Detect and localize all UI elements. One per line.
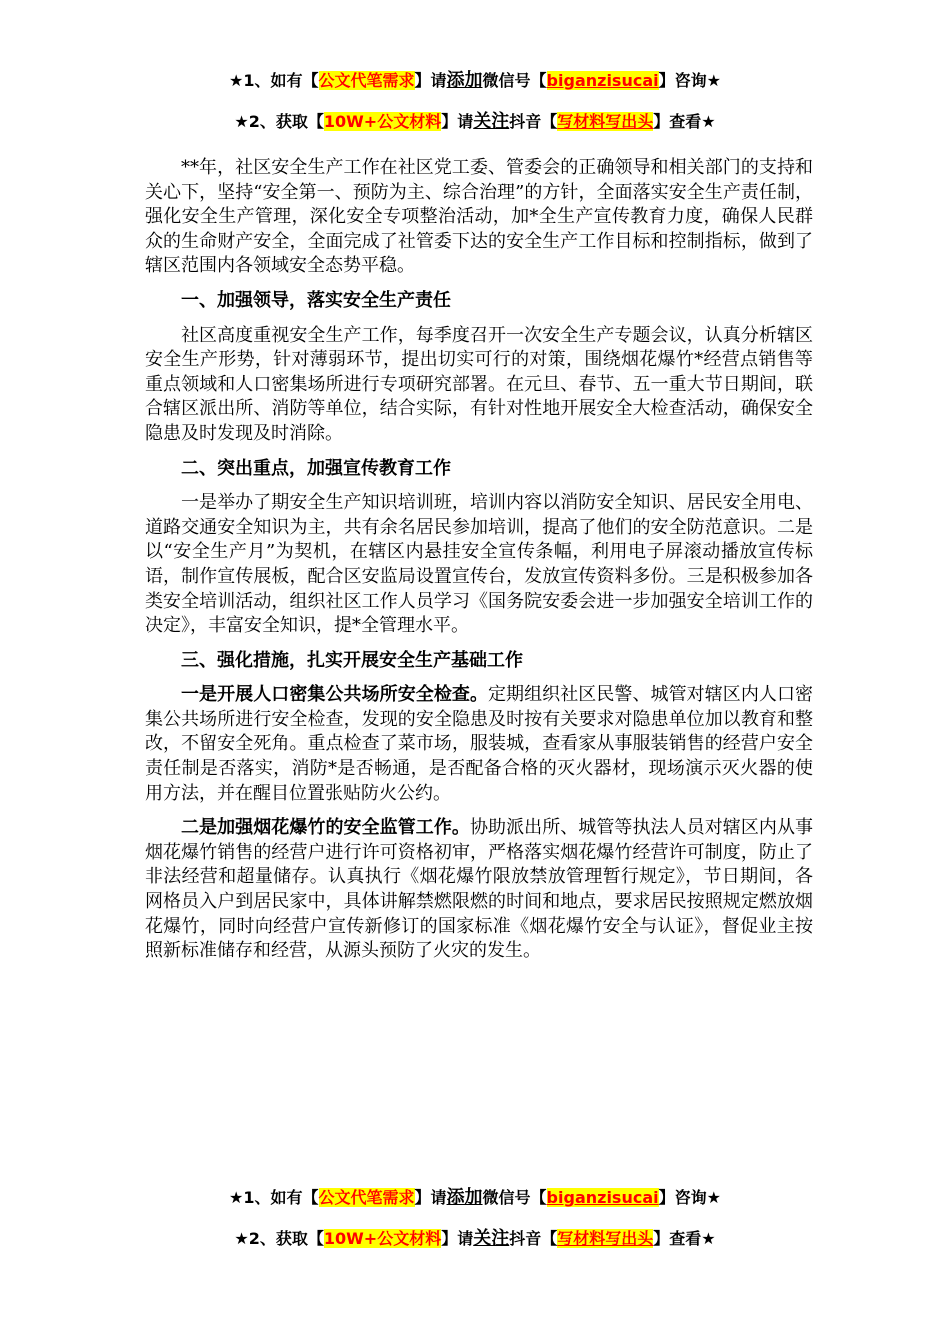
douyin-account-link[interactable]: 写材料写出头 — [557, 112, 654, 131]
promo-highlight: 10W+公文材料 — [323, 112, 442, 131]
item-2-lead: 二是加强烟花爆竹的安全监管工作。 — [181, 817, 470, 839]
promo-text: 抖音【 — [509, 112, 558, 131]
promo-emphasis: 添加 — [446, 1187, 483, 1208]
promo-text: ★1、如有【 — [229, 71, 319, 90]
promo-text: 微信号【 — [482, 1188, 547, 1207]
promo-emphasis: 关注 — [473, 1228, 510, 1249]
promo-text: 】查看★ — [653, 112, 716, 131]
promo-text: 】咨询★ — [658, 71, 721, 90]
promo-highlight: 10W+公文材料 — [323, 1229, 442, 1248]
promo-text: 微信号【 — [482, 71, 547, 90]
promo-text: ★1、如有【 — [229, 1188, 319, 1207]
promo-emphasis: 关注 — [473, 111, 510, 132]
promo-text: 】请 — [441, 1229, 474, 1248]
section-heading-1: 一、加强领导，落实安全生产责任 — [181, 289, 451, 311]
douyin-account-link[interactable]: 写材料写出头 — [557, 1229, 654, 1248]
promo-line-1-top — [0, 70, 950, 92]
item-2-text: 协助派出所、城管等执法人员对辖区内从事烟花爆竹销售的经营户进行许可资格初审，严格落实烟花爆竹经营许可制度，防止了非法经营和超量储存。认真执行《烟花爆竹限放禁放管理暂行规定》，节日期间，各网格员入户到居民家中，具体讲解禁燃限燃的时间和地点，要求居民按照规定燃放烟花爆竹，同时向经营户宣传新修订的国家标准《烟花爆竹安全与认证》，督促业主按照新标准储存和经营，从源头预防了火灾的发生。 — [145, 817, 814, 962]
wechat-id-link[interactable]: biganzisucai — [546, 71, 659, 90]
promo-highlight: 公文代笔需求 — [318, 1188, 415, 1207]
promo-highlight: 公文代笔需求 — [318, 71, 415, 90]
section-heading-2: 二、突出重点，加强宣传教育工作 — [181, 457, 451, 479]
section-2-paragraph: 一是举办了期安全生产知识培训班，培训内容以消防安全知识、居民安全用电、道路交通安全知识为主，共有余名居民参加培训，提高了他们的安全防范意识。二是以“安全生产月”为契机，在辖区内悬挂安全宣传条幅，利用电子屏滚动播放宣传标语，制作宣传展板，配合区安监局设置宣传台，发放宣传资料多份。三是积极参加各类安全培训活动，组织社区工作人员学习《国务院安委会进一步加强安全培训工作的决定》，丰富安全知识，提*全管理水平。 — [145, 492, 813, 637]
section-heading-3: 三、强化措施，扎实开展安全生产基础工作 — [181, 649, 523, 671]
promo-emphasis: 添加 — [446, 70, 483, 91]
section-1-paragraph: 社区高度重视安全生产工作，每季度召开一次安全生产专题会议，认真分析辖区安全生产形势，针对薄弱环节，提出切实可行的对策，围绕烟花爆竹*经营点销售等重点领域和人口密集场所进行专项研究部署。在元旦、春节、五一重大节日期间，联合辖区派出所、消防等单位，结合实际，有针对性地开展安全大检查活动，确保安全隐患及时发现及时消除。 — [145, 324, 813, 444]
intro-paragraph: **年，社区安全生产工作在社区党工委、管委会的正确领导和相关部门的支持和关心下，坚持“安全第一、预防为主、综合治理”的方针，全面落实安全生产责任制，强化安全生产管理，深化安全专项整治活动，加*全生产宣传教育力度，确保人民群众的生命财产安全，全面完成了社管委下达的安全生产工作目标和控制指标，做到了辖区范围内各领域安全态势平稳。 — [145, 157, 813, 277]
section-3-item-2 — [145, 816, 813, 964]
promo-text: 】请 — [441, 112, 474, 131]
item-1-text: 定期组织社区民警、城管对辖区内人口密集公共场所进行安全检查，发现的安全隐患及时按有关要求对隐患单位加以教育和整改，不留安全死角。重点检查了菜市场，服装城，查看家从事服装销售的经营户安全责任制是否落实，消防*是否畅通，是否配备合格的灭火器材，现场演示灭火器的使用方法，并在醒目位置张贴防火公约。 — [145, 684, 813, 804]
promo-text: 】请 — [414, 1188, 447, 1207]
document-body — [145, 156, 813, 974]
wechat-id-link[interactable]: biganzisucai — [546, 1188, 659, 1207]
promo-text: ★2、获取【 — [234, 112, 324, 131]
promo-line-2-bottom — [0, 1228, 950, 1250]
promo-text: ★2、获取【 — [234, 1229, 324, 1248]
promo-text: 】请 — [414, 71, 447, 90]
section-3-item-1 — [145, 683, 813, 806]
promo-text: 】咨询★ — [658, 1188, 721, 1207]
promo-line-2-top — [0, 111, 950, 133]
promo-text: 抖音【 — [509, 1229, 558, 1248]
item-1-lead: 一是开展人口密集公共场所安全检查。 — [181, 684, 488, 706]
promo-line-1-bottom — [0, 1187, 950, 1209]
promo-text: 】查看★ — [653, 1229, 716, 1248]
